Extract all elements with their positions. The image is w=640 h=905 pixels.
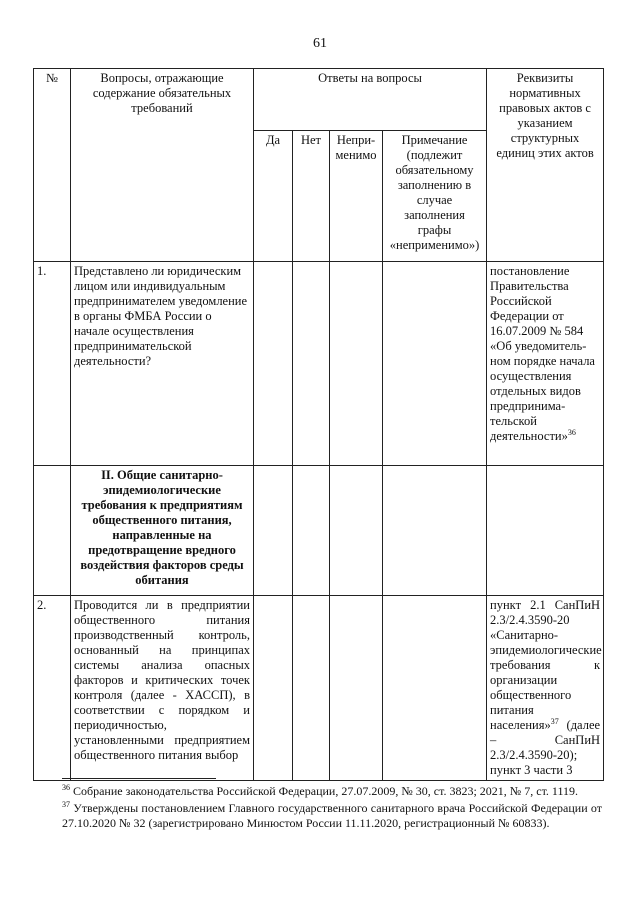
- header-questions: Вопросы, отражающие содержание обязательных требований: [71, 69, 254, 262]
- row-requisites: постановление Правительства Российской Федерации от 16.07.2009 № 584 «Об уведомитель-ном порядке начала осуществления отдельных видов предпринима-тельской деятельности»$^{36}$: [487, 262, 604, 466]
- section-number-cell: [34, 466, 71, 596]
- answer-yes-cell: [254, 262, 293, 466]
- answer-note-cell: [383, 596, 487, 781]
- footnotes: [62, 784, 602, 833]
- answer-not-applicable-cell: [330, 466, 383, 596]
- answer-note-cell: [383, 262, 487, 466]
- page-number: 61: [313, 36, 327, 51]
- header-requisites: Реквизиты нормативных правовых актов с указанием структурных единиц этих актов: [487, 69, 604, 262]
- answer-not-applicable-cell: [330, 596, 383, 781]
- row-number: 2.: [34, 596, 71, 781]
- section-requisites-cell: [487, 466, 604, 596]
- header-no: Нет: [293, 131, 330, 262]
- answer-note-cell: [383, 466, 487, 596]
- row-question: Представлено ли юридическим лицом или индивидуальным предпринимателем уведомление в органы ФМБА России о начале осуществления предпринимательской деятельности?: [71, 262, 254, 466]
- footnote: [62, 784, 602, 799]
- footnote-mark: 36: [62, 783, 70, 792]
- footnote-mark: 37: [62, 800, 70, 809]
- answer-no-cell: [293, 596, 330, 781]
- header-note: Примечание (подлежит обязательному заполнению в случае заполнения графы «неприменимо»): [383, 131, 487, 262]
- table-row: [34, 596, 604, 781]
- answer-yes-cell: [254, 596, 293, 781]
- checklist-table: [33, 68, 604, 781]
- header-row-1: [34, 69, 604, 131]
- footnote-ref: 37: [550, 716, 559, 726]
- table-row: [34, 262, 604, 466]
- footnote-text: Утверждены постановлением Главного государственного санитарного врача Российской Федерации от 27.10.2020 № 32 (зарегистрировано Минюстом России 11.11.2020, регистрационный № 60833).: [62, 801, 602, 830]
- answer-no-cell: [293, 262, 330, 466]
- footnote: [62, 801, 602, 831]
- footnote-text: Собрание законодательства Российской Федерации, 27.07.2009, № 30, ст. 3823; 2021, № 7, ст. 1119.: [70, 784, 579, 798]
- header-number: №: [34, 69, 71, 262]
- row-question: Проводится ли в предприятии общественного питания производственный контроль, основанный на принципах системы анализа опасных факторов и критических точек контроля (далее - ХАССП), в соответствии с порядком и периодичностью, установленными предприятием общественного питания выбор: [71, 596, 254, 781]
- footnote-divider: [62, 778, 216, 779]
- footnote-ref: 36: [567, 427, 576, 437]
- header-not-applicable: Непри-менимо: [330, 131, 383, 262]
- answer-yes-cell: [254, 466, 293, 596]
- section-row: [34, 466, 604, 596]
- row-requisites: пункт 2.1 СанПиН 2.3/2.4.3590-20 «Санитарно-эпидемиологические требования к организации общественного питания населения»$^{37}$ (далее – СанПиН 2.3/2.4.3590-20); пункт 3 части 3: [487, 596, 604, 781]
- answer-no-cell: [293, 466, 330, 596]
- section-title: II. Общие санитарно-эпидемиологические требования к предприятиям общественного питания, направленные на предотвращение вредного воздействия факторов среды обитания: [71, 466, 254, 596]
- row-number: 1.: [34, 262, 71, 466]
- header-yes: Да: [254, 131, 293, 262]
- header-answers: Ответы на вопросы: [254, 69, 487, 131]
- answer-not-applicable-cell: [330, 262, 383, 466]
